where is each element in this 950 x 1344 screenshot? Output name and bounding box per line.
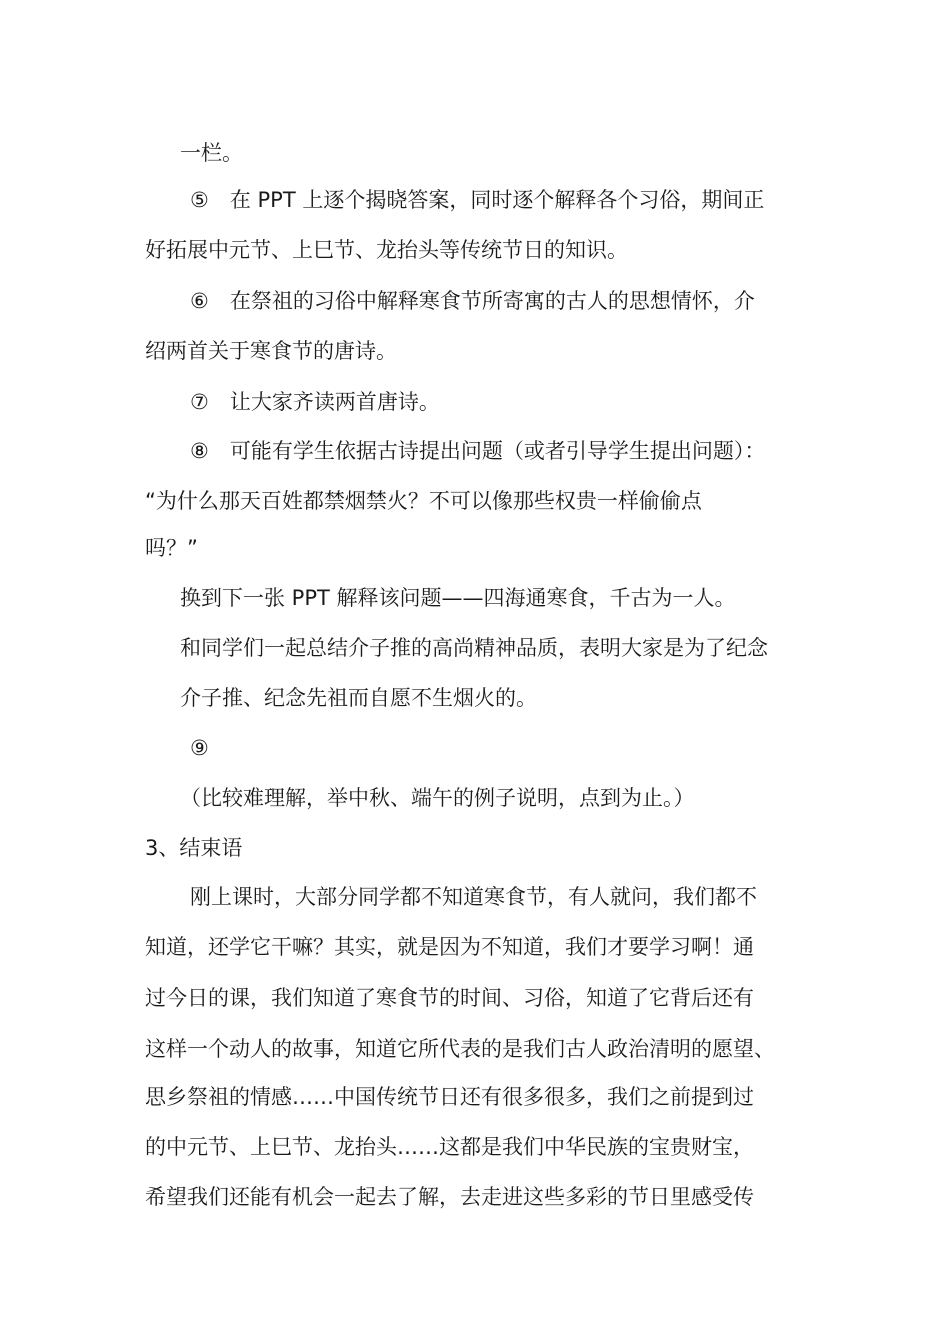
text-line: ⑨ [190, 736, 209, 760]
text-line: 刚上课时，大部分同学都不知道寒食节，有人就问，我们都不 [190, 885, 757, 909]
text-line: ⑥ 在祭祖的习俗中解释寒食节所寄寓的古人的思想情怀，介 [190, 289, 755, 313]
text-line: 吗？” [145, 536, 198, 560]
text-line: ⑧ 可能有学生依据古诗提出问题（或者引导学生提出问题）： [190, 439, 766, 463]
text-line: 绍两首关于寒食节的唐诗。 [145, 339, 397, 363]
text-line: 知道，还学它干嘛？其实，就是因为不知道，我们才要学习啊！通 [145, 935, 754, 959]
text-line: 好拓展中元节、上巳节、龙抬头等传统节日的知识。 [145, 238, 628, 262]
text-line: “为什么那天百姓都禁烟禁火？不可以像那些权贵一样偷偷点 [145, 489, 702, 513]
text-line: （比较难理解，举中秋、端午的例子说明，点到为止。） [180, 786, 695, 810]
text-line: 介子推、纪念先祖而自愿不生烟火的。 [180, 686, 537, 710]
text-line: 和同学们一起总结介子推的高尚精神品质，表明大家是为了纪念 [180, 636, 768, 660]
text-line: 思乡祭祖的情感……中国传统节日还有很多很多，我们之前提到过 [145, 1085, 754, 1109]
text-line: 过今日的课，我们知道了寒食节的时间、习俗，知道了它背后还有 [145, 986, 754, 1010]
section-heading: 3、结束语 [145, 836, 243, 860]
text-line: 一栏。 [180, 141, 243, 165]
text-line: ⑤ 在 PPT 上逐个揭晓答案，同时逐个解释各个习俗，期间正 [190, 188, 765, 212]
text-line: 希望我们还能有机会一起去了解，去走进这些多彩的节日里感受传 [145, 1185, 754, 1209]
text-line: ⑦ 让大家齐读两首唐诗。 [190, 390, 440, 414]
text-line: 换到下一张 PPT 解释该问题——四海通寒食，千古为一人。 [180, 586, 736, 610]
text-line: 的中元节、上巳节、龙抬头……这都是我们中华民族的宝贵财宝， [145, 1135, 754, 1159]
text-line: 这样一个动人的故事，知道它所代表的是我们古人政治清明的愿望、 [145, 1037, 775, 1061]
